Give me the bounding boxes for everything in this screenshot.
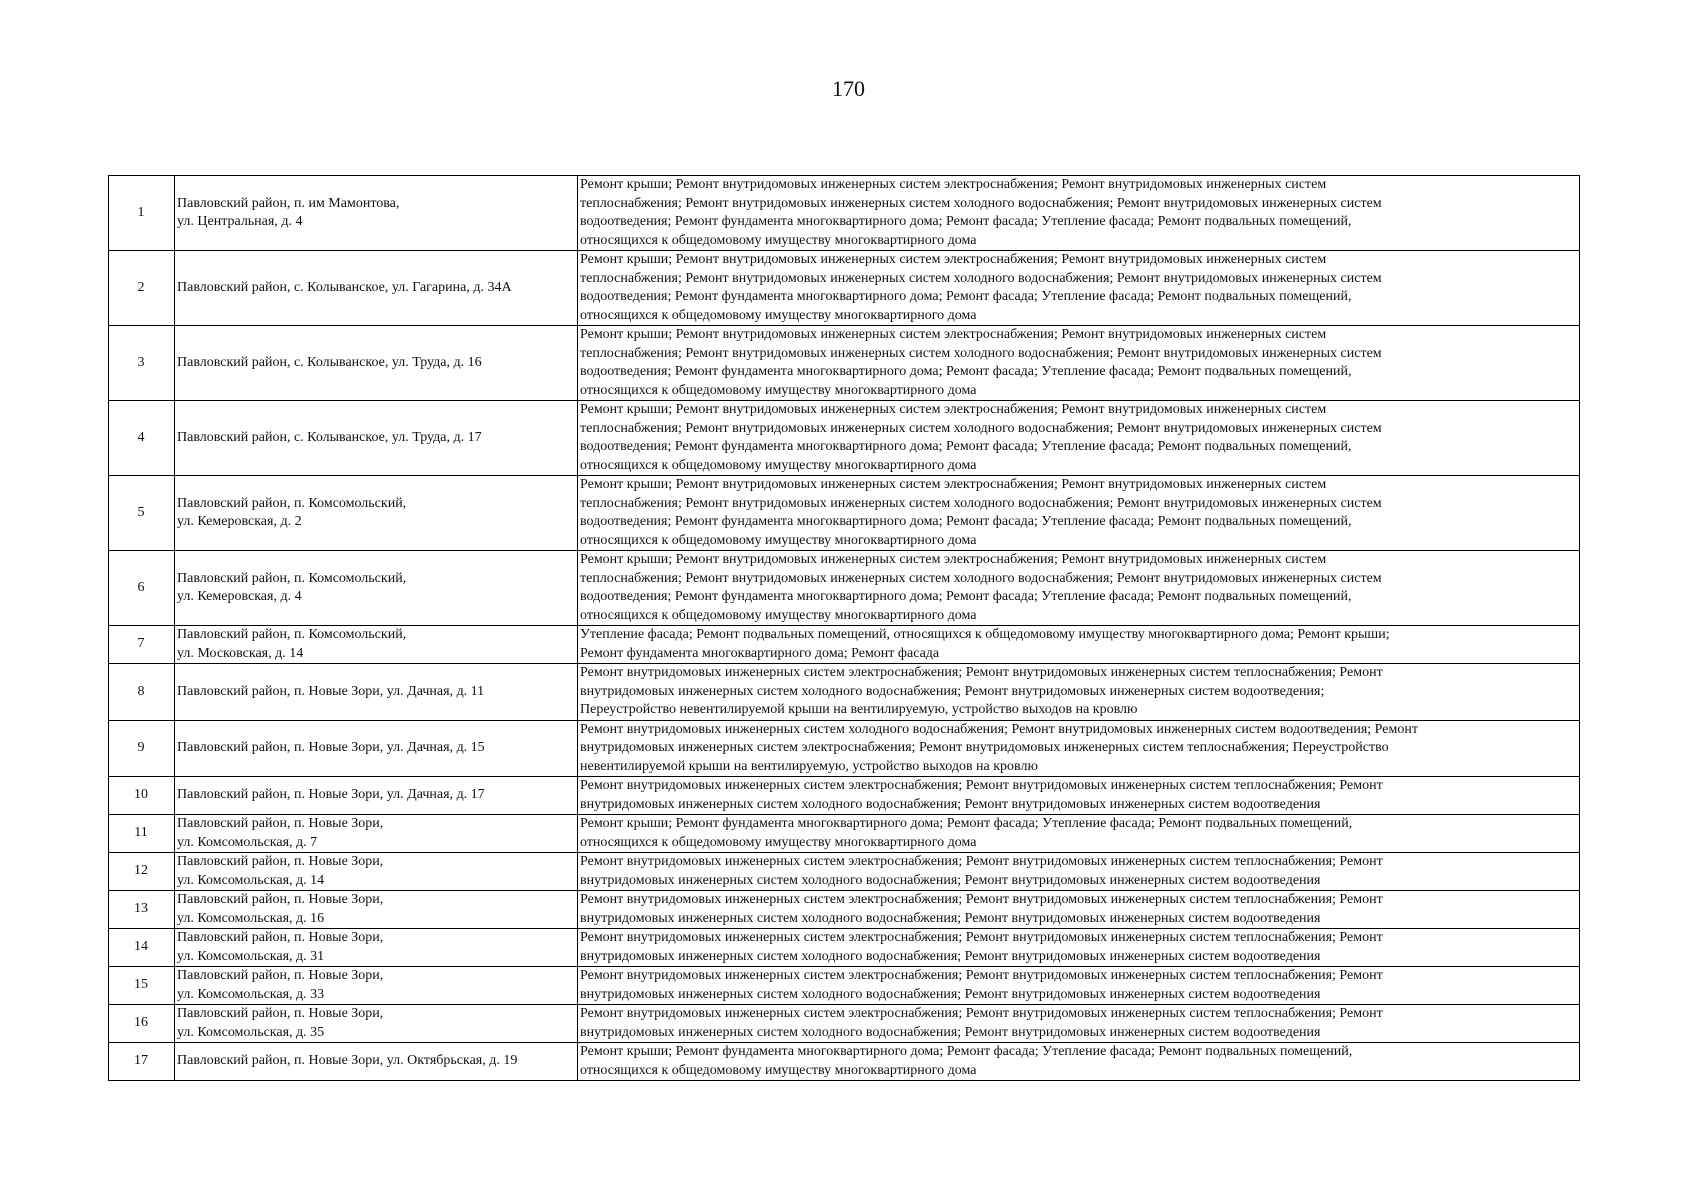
- address-line: ул. Комсомольская, д. 16: [177, 910, 325, 926]
- row-number: 8: [109, 664, 175, 721]
- row-number: 17: [109, 1043, 175, 1081]
- works-line: водоотведения; Ремонт фундамента многоквартирного дома; Ремонт фасада; Утепление фасада; Ремонт подвальных помещений,: [580, 289, 1352, 304]
- address-line: ул. Комсомольская, д. 33: [177, 986, 325, 1002]
- address-line: Павловский район, п. Новые Зори,: [177, 930, 384, 945]
- works-cell: [578, 1043, 1580, 1081]
- address-line: Павловский район, п. Новые Зори,: [177, 1006, 384, 1021]
- works-line: Ремонт внутридомовых инженерных систем электроснабжения; Ремонт внутридомовых инженерных систем теплоснабжения; Ремонт: [580, 665, 1383, 680]
- works-line: внутридомовых инженерных систем холодного водоснабжения; Ремонт внутридомовых инженерных систем водоотведения: [580, 872, 1321, 888]
- table-row: [109, 967, 1580, 1005]
- works-line: относящихся к общедомовому имуществу многоквартирного дома: [580, 532, 977, 548]
- works-line: теплоснабжения; Ремонт внутридомовых инженерных систем холодного водоснабжения; Ремонт внутридомовых инженерных систем: [580, 195, 1382, 211]
- row-number: 1: [109, 176, 175, 251]
- table-row: [109, 777, 1580, 815]
- table-row: [109, 401, 1580, 476]
- works-line: относящихся к общедомовому имуществу многоквартирного дома: [580, 457, 977, 473]
- table-row: [109, 664, 1580, 721]
- works-line: Ремонт крыши; Ремонт внутридомовых инженерных систем электроснабжения; Ремонт внутридомовых инженерных систем: [580, 327, 1327, 342]
- works-line: Ремонт крыши; Ремонт внутридомовых инженерных систем электроснабжения; Ремонт внутридомовых инженерных систем: [580, 252, 1327, 267]
- address-cell: [175, 401, 578, 476]
- address-cell: [175, 891, 578, 929]
- works-cell: [578, 326, 1580, 401]
- works-line: относящихся к общедомовому имуществу многоквартирного дома: [580, 232, 977, 248]
- works-cell: [578, 664, 1580, 721]
- address-line: Павловский район, п. им Мамонтова,: [177, 195, 400, 211]
- works-cell: [578, 891, 1580, 929]
- address-line: ул. Центральная, д. 4: [177, 214, 303, 229]
- table-row: [109, 176, 1580, 251]
- works-line: Ремонт внутридомовых инженерных систем электроснабжения; Ремонт внутридомовых инженерных систем теплоснабжения; Ремонт: [580, 1006, 1383, 1021]
- works-cell: [578, 777, 1580, 815]
- address-line: Павловский район, п. Комсомольский,: [177, 495, 407, 511]
- address-cell: [175, 777, 578, 815]
- works-line: Ремонт крыши; Ремонт внутридомовых инженерных систем электроснабжения; Ремонт внутридомовых инженерных систем: [580, 177, 1327, 192]
- address-cell: [175, 720, 578, 777]
- address-cell: [175, 853, 578, 891]
- row-number: 11: [109, 815, 175, 853]
- works-cell: [578, 720, 1580, 777]
- address-cell: [175, 176, 578, 251]
- row-number: 16: [109, 1005, 175, 1043]
- address-line: Павловский район, п. Новые Зори, ул. Дачная, д. 15: [177, 740, 485, 755]
- works-line: теплоснабжения; Ремонт внутридомовых инженерных систем холодного водоснабжения; Ремонт внутридомовых инженерных систем: [580, 270, 1382, 286]
- address-cell: [175, 326, 578, 401]
- works-line: внутридомовых инженерных систем холодного водоснабжения; Ремонт внутридомовых инженерных систем водоотведения: [580, 910, 1321, 926]
- works-cell: [578, 401, 1580, 476]
- table-row: [109, 326, 1580, 401]
- address-line: Павловский район, с. Колыванское, ул. Гагарина, д. 34А: [177, 279, 512, 295]
- repair-works-table: [108, 175, 1580, 1081]
- row-number: 3: [109, 326, 175, 401]
- works-line: Ремонт крыши; Ремонт фундамента многоквартирного дома; Ремонт фасада; Утепление фасада; Ремонт подвальных помещений,: [580, 816, 1353, 831]
- works-line: водоотведения; Ремонт фундамента многоквартирного дома; Ремонт фасада; Утепление фасада; Ремонт подвальных помещений,: [580, 364, 1352, 379]
- address-line: Павловский район, п. Комсомольский,: [177, 627, 407, 642]
- table-row: [109, 551, 1580, 626]
- address-line: ул. Комсомольская, д. 7: [177, 834, 318, 850]
- works-cell: [578, 176, 1580, 251]
- address-cell: [175, 1043, 578, 1081]
- table-row: [109, 815, 1580, 853]
- row-number: 6: [109, 551, 175, 626]
- row-number: 5: [109, 476, 175, 551]
- address-cell: [175, 664, 578, 721]
- works-line: относящихся к общедомовому имуществу многоквартирного дома: [580, 1062, 977, 1078]
- address-line: ул. Кемеровская, д. 4: [177, 589, 302, 604]
- works-line: невентилируемой крыши на вентилируемую, устройство выходов на кровлю: [580, 758, 1038, 774]
- works-line: водоотведения; Ремонт фундамента многоквартирного дома; Ремонт фасада; Утепление фасада; Ремонт подвальных помещений,: [580, 439, 1352, 454]
- row-number: 15: [109, 967, 175, 1005]
- row-number: 9: [109, 720, 175, 777]
- works-line: Ремонт внутридомовых инженерных систем электроснабжения; Ремонт внутридомовых инженерных систем теплоснабжения; Ремонт: [580, 892, 1383, 907]
- works-line: внутридомовых инженерных систем холодного водоснабжения; Ремонт внутридомовых инженерных систем водоотведения;: [580, 683, 1325, 699]
- works-line: внутридомовых инженерных систем холодного водоснабжения; Ремонт внутридомовых инженерных систем водоотведения: [580, 796, 1321, 812]
- row-number: 2: [109, 251, 175, 326]
- address-line: ул. Кемеровская, д. 2: [177, 514, 302, 529]
- works-line: теплоснабжения; Ремонт внутридомовых инженерных систем холодного водоснабжения; Ремонт внутридомовых инженерных систем: [580, 420, 1382, 436]
- address-line: Павловский район, п. Новые Зори,: [177, 892, 384, 907]
- works-line: Ремонт крыши; Ремонт внутридомовых инженерных систем электроснабжения; Ремонт внутридомовых инженерных систем: [580, 552, 1327, 567]
- works-cell: [578, 476, 1580, 551]
- page-number: 170: [832, 76, 865, 101]
- table-row: [109, 251, 1580, 326]
- table-row: [109, 891, 1580, 929]
- works-line: Ремонт крыши; Ремонт фундамента многоквартирного дома; Ремонт фасада; Утепление фасада; Ремонт подвальных помещений,: [580, 1044, 1353, 1059]
- works-line: внутридомовых инженерных систем холодного водоснабжения; Ремонт внутридомовых инженерных систем водоотведения: [580, 986, 1321, 1002]
- works-line: относящихся к общедомовому имуществу многоквартирного дома: [580, 382, 977, 398]
- table-body: [109, 176, 1580, 1081]
- address-cell: [175, 551, 578, 626]
- works-line: Ремонт внутридомовых инженерных систем электроснабжения; Ремонт внутридомовых инженерных систем теплоснабжения; Ремонт: [580, 778, 1383, 793]
- address-cell: [175, 251, 578, 326]
- address-cell: [175, 929, 578, 967]
- works-line: Ремонт фундамента многоквартирного дома; Ремонт фасада: [580, 645, 940, 661]
- address-line: Павловский район, с. Колыванское, ул. Труда, д. 17: [177, 429, 482, 445]
- row-number: 10: [109, 777, 175, 815]
- works-line: Ремонт крыши; Ремонт внутридомовых инженерных систем электроснабжения; Ремонт внутридомовых инженерных систем: [580, 477, 1327, 492]
- works-line: теплоснабжения; Ремонт внутридомовых инженерных систем холодного водоснабжения; Ремонт внутридомовых инженерных систем: [580, 570, 1382, 586]
- address-line: ул. Московская, д. 14: [177, 645, 304, 661]
- address-line: Павловский район, п. Новые Зори, ул. Октябрьская, д. 19: [177, 1053, 518, 1069]
- works-cell: [578, 551, 1580, 626]
- address-cell: [175, 626, 578, 664]
- table-row: [109, 720, 1580, 777]
- table-row: [109, 1043, 1580, 1081]
- row-number: 14: [109, 929, 175, 967]
- works-line: водоотведения; Ремонт фундамента многоквартирного дома; Ремонт фасада; Утепление фасада; Ремонт подвальных помещений,: [580, 214, 1352, 229]
- address-line: ул. Комсомольская, д. 35: [177, 1024, 325, 1040]
- address-line: Павловский район, п. Новые Зори, ул. Дачная, д. 11: [177, 683, 485, 699]
- row-number: 4: [109, 401, 175, 476]
- works-line: теплоснабжения; Ремонт внутридомовых инженерных систем холодного водоснабжения; Ремонт внутридомовых инженерных систем: [580, 495, 1382, 511]
- works-line: относящихся к общедомовому имуществу многоквартирного дома: [580, 834, 977, 850]
- row-number: 7: [109, 626, 175, 664]
- works-line: внутридомовых инженерных систем электроснабжения; Ремонт внутридомовых инженерных систем теплоснабжения; Переустройство: [580, 740, 1389, 755]
- table-row: [109, 929, 1580, 967]
- works-cell: [578, 853, 1580, 891]
- address-line: Павловский район, п. Новые Зори,: [177, 816, 384, 831]
- address-line: Павловский район, п. Новые Зори,: [177, 968, 384, 983]
- works-line: Переустройство невентилируемой крыши на вентилируемую, устройство выходов на кровлю: [580, 702, 1138, 717]
- address-cell: [175, 815, 578, 853]
- works-cell: [578, 929, 1580, 967]
- works-cell: [578, 1005, 1580, 1043]
- table-row: [109, 476, 1580, 551]
- works-line: водоотведения; Ремонт фундамента многоквартирного дома; Ремонт фасада; Утепление фасада; Ремонт подвальных помещений,: [580, 514, 1352, 529]
- address-line: ул. Комсомольская, д. 31: [177, 948, 325, 964]
- address-cell: [175, 1005, 578, 1043]
- works-cell: [578, 967, 1580, 1005]
- works-cell: [578, 626, 1580, 664]
- address-line: Павловский район, п. Комсомольский,: [177, 570, 407, 586]
- works-cell: [578, 815, 1580, 853]
- address-line: Павловский район, п. Новые Зори, ул. Дачная, д. 17: [177, 787, 485, 803]
- works-line: Ремонт внутридомовых инженерных систем электроснабжения; Ремонт внутридомовых инженерных систем теплоснабжения; Ремонт: [580, 930, 1383, 945]
- works-line: водоотведения; Ремонт фундамента многоквартирного дома; Ремонт фасада; Утепление фасада; Ремонт подвальных помещений,: [580, 589, 1352, 604]
- row-number: 12: [109, 853, 175, 891]
- works-line: относящихся к общедомовому имуществу многоквартирного дома: [580, 307, 977, 323]
- works-line: внутридомовых инженерных систем холодного водоснабжения; Ремонт внутридомовых инженерных систем водоотведения: [580, 948, 1321, 964]
- address-cell: [175, 967, 578, 1005]
- table-row: [109, 626, 1580, 664]
- works-line: Ремонт внутридомовых инженерных систем холодного водоснабжения; Ремонт внутридомовых инженерных систем водоотведения; Ремонт: [580, 721, 1418, 737]
- works-line: внутридомовых инженерных систем холодного водоснабжения; Ремонт внутридомовых инженерных систем водоотведения: [580, 1024, 1321, 1040]
- table-row: [109, 1005, 1580, 1043]
- works-line: теплоснабжения; Ремонт внутридомовых инженерных систем холодного водоснабжения; Ремонт внутридомовых инженерных систем: [580, 345, 1382, 361]
- works-line: Утепление фасада; Ремонт подвальных помещений, относящихся к общедомовому имуществу многоквартирного дома; Ремонт крыши;: [580, 627, 1390, 642]
- address-line: Павловский район, с. Колыванское, ул. Труда, д. 16: [177, 354, 482, 370]
- address-cell: [175, 476, 578, 551]
- address-line: ул. Комсомольская, д. 14: [177, 872, 325, 888]
- works-line: относящихся к общедомовому имуществу многоквартирного дома: [580, 607, 977, 623]
- row-number: 13: [109, 891, 175, 929]
- works-line: Ремонт внутридомовых инженерных систем электроснабжения; Ремонт внутридомовых инженерных систем теплоснабжения; Ремонт: [580, 968, 1383, 983]
- works-cell: [578, 251, 1580, 326]
- works-line: Ремонт крыши; Ремонт внутридомовых инженерных систем электроснабжения; Ремонт внутридомовых инженерных систем: [580, 402, 1327, 417]
- address-line: Павловский район, п. Новые Зори,: [177, 854, 384, 869]
- table-row: [109, 853, 1580, 891]
- works-line: Ремонт внутридомовых инженерных систем электроснабжения; Ремонт внутридомовых инженерных систем теплоснабжения; Ремонт: [580, 854, 1383, 869]
